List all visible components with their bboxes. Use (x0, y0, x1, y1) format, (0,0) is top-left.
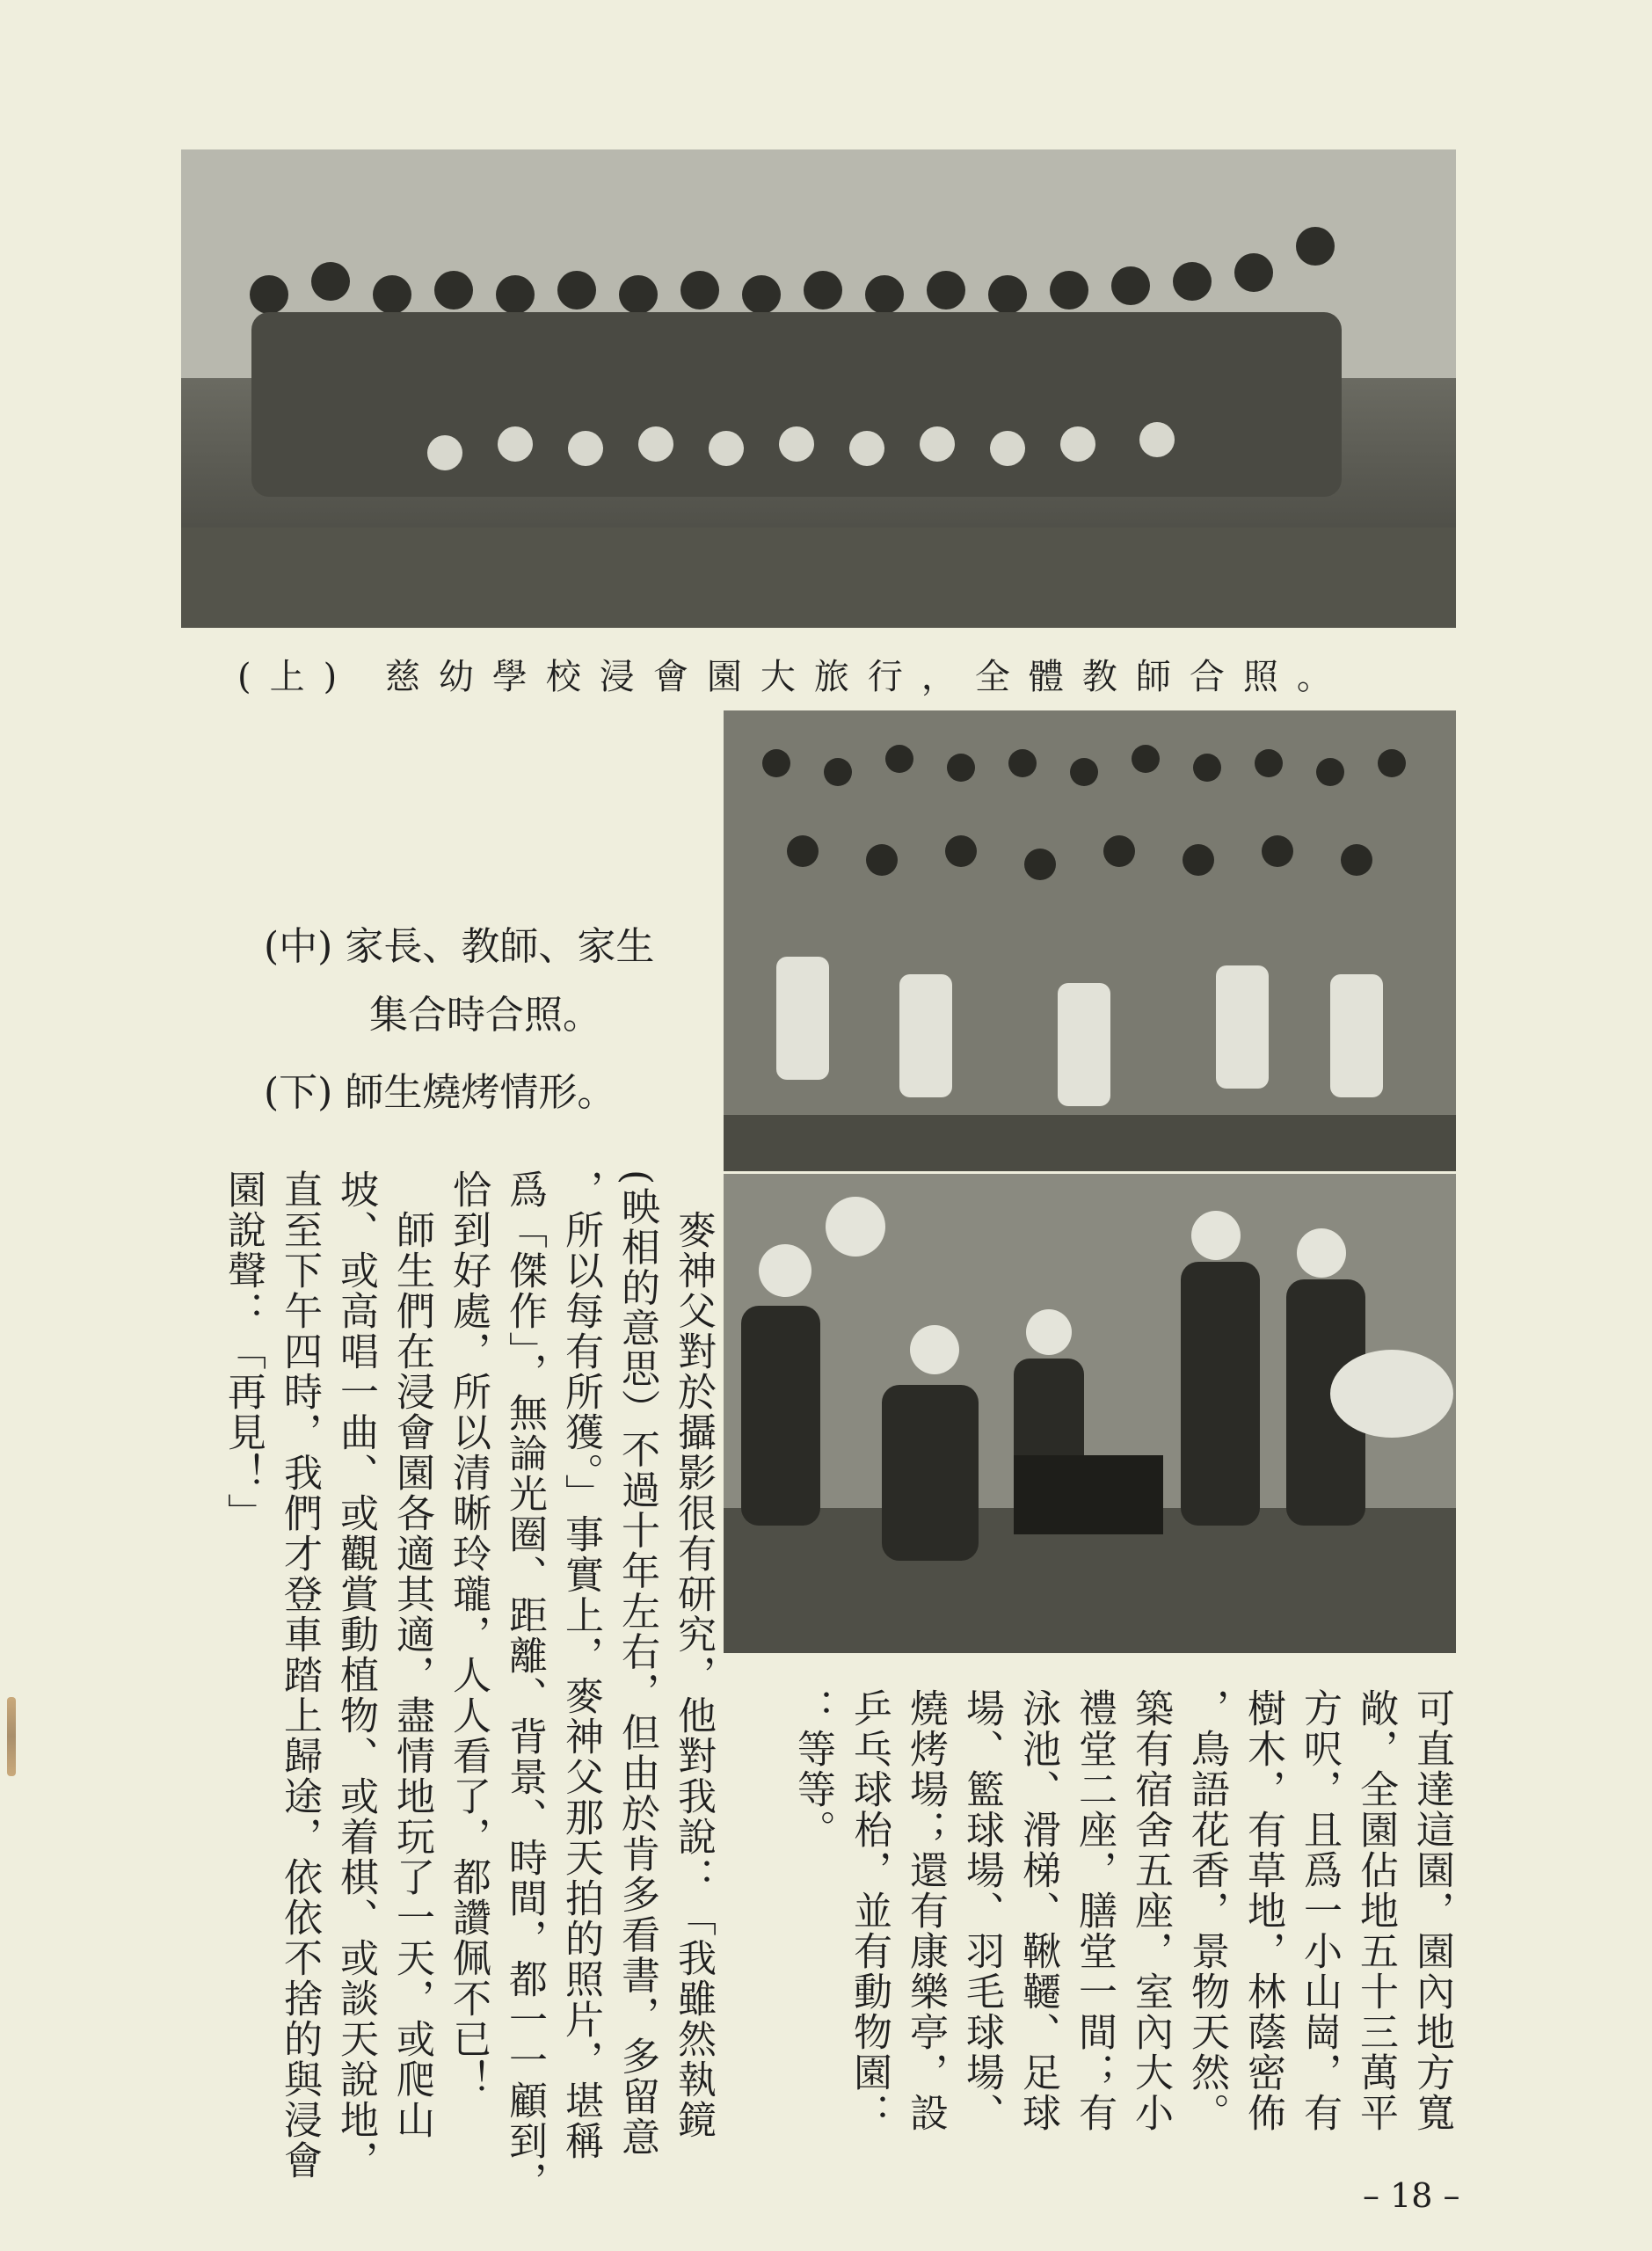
text-line: 可直達這園，園內地方寬 (1409, 1688, 1454, 2133)
text-line: ：等等。 (790, 1688, 835, 1850)
text-line: 園說聲：「再見！」 (221, 1169, 266, 1533)
text-line: 築有宿舍五座，室內大小 (1128, 1688, 1173, 2133)
text-line: 方呎，且爲一小山崗，有 (1297, 1688, 1342, 2133)
page-number: – 18 – (1363, 2176, 1460, 2215)
text-line: ，所以每有所獲。」事實上，麥神父那天拍的照片，堪稱 (558, 1169, 603, 2161)
caption-middle-line1: (中) 家長、教師、家生 (264, 924, 655, 969)
text-line: 敞，全園佔地五十三萬平 (1353, 1688, 1398, 2133)
text-line: 乒乓球枱，並有動物園： (847, 1688, 891, 2133)
text-line: 直至下午四時，我們才登車踏上歸途，依依不捨的與浸會 (277, 1169, 322, 2181)
text-line: 燒烤場；還有康樂亭，設 (903, 1688, 948, 2133)
article-text-left (158, 1169, 721, 2202)
photo-barbecue (724, 1174, 1456, 1653)
text-line: 禮堂二座，膳堂一間；有 (1072, 1688, 1117, 2133)
text-line: 坡、或高唱一曲、或觀賞動植物、或着棋、或談天說地， (333, 1169, 378, 2181)
article-text-right (739, 1688, 1459, 2133)
text-line: 場、籃球場、羽毛球場、 (959, 1688, 1004, 2133)
text-line: 麥神父對於攝影很有研究，他對我說：「我雖然執鏡 (671, 1169, 716, 2140)
text-line: 恰到好處，所以清晰玲瓏，人人看了，都讚佩不已！ (446, 1169, 491, 2100)
text-line: 泳池、滑梯、鞦韆、足球 (1015, 1688, 1060, 2133)
photo-parents-teachers-group (724, 710, 1456, 1171)
text-line: ，鳥語花香，景物天然。 (1184, 1688, 1229, 2133)
caption-bottom: (下) 師生燒烤情形。 (264, 1070, 616, 1115)
text-line: 爲「傑作」，無論光圈、距離、背景、時間，都一一顧到， (502, 1169, 547, 2202)
caption-middle-line2: 集合時合照。 (369, 993, 601, 1038)
text-line: 師生們在浸會園各適其適，盡情地玩了一天，或爬山 (389, 1169, 434, 2140)
text-line: 樹木，有草地，林蔭密佈 (1241, 1688, 1285, 2133)
text-line: (映相的意思）不過十年左右，但由於肯多看書，多留意 (615, 1169, 659, 2158)
paper-stain (7, 1697, 16, 1776)
photo-teachers-group (181, 149, 1456, 628)
caption-top: (上) 慈幼學校浸會園大旅行，全體教師合照。 (237, 657, 1350, 697)
